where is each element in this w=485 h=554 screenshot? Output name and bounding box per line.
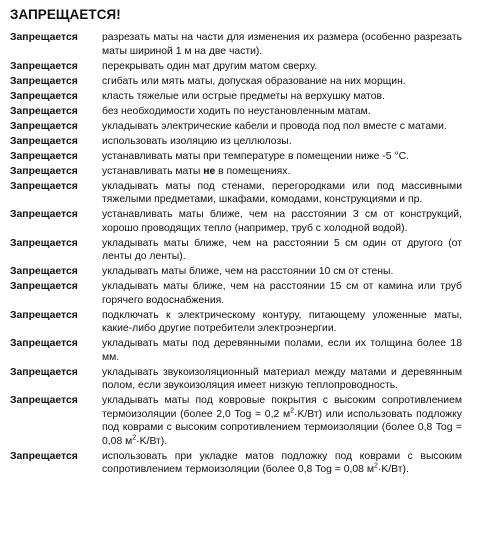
rule-text: укладывать звукоизоляционный материал между матами и деревянным полом, если звукоизоляция имеет низкую теплопроводность. — [102, 366, 462, 391]
rule-text: использовать изоляцию из целлюлозы. — [102, 135, 292, 147]
rule-text-part: укладывать маты под ковровые покрытия с высоким сопротивлением термоизоляции (более 2,0 Tog = 0,2 м — [102, 395, 462, 420]
rule-label: Запрещается — [10, 266, 78, 277]
rule-label: Запрещается — [10, 135, 78, 147]
rule-item — [10, 309, 475, 336]
rule-text: сгибать или мять маты, допуская образование на них морщин. — [102, 75, 406, 87]
rule-text: разрезать маты на части для изменения их размера (особенно разрезать маты шириной 1 м на две части). — [102, 32, 462, 57]
rule-text: устанавливать маты ближе, чем на расстоянии 3 см от конструкций, хорошо проводящих тепло (например, труб с холодной водой). — [102, 209, 462, 234]
rule-item — [10, 90, 475, 104]
rule-text: без необходимости ходить по неустановленным матам. — [102, 105, 371, 117]
rule-item — [10, 31, 475, 58]
rule-item — [10, 265, 475, 279]
rule-item — [10, 120, 475, 134]
superscript: 2 — [132, 434, 137, 442]
rule-label: Запрещается — [10, 150, 78, 162]
rule-item — [10, 208, 475, 235]
rule-text: подключать к электрическому контуру, питающему уложенные маты, какие-либо другие потребители электроэнергии. — [102, 309, 462, 334]
rule-label: Запрещается — [10, 209, 78, 220]
rule-label: Запрещается — [10, 338, 78, 349]
rule-text-part: устанавливать маты — [102, 165, 204, 177]
rule-label: Запрещается — [10, 60, 78, 72]
rule-label: Запрещается — [10, 120, 78, 132]
rule-item — [10, 450, 475, 477]
rule-label: Запрещается — [10, 309, 78, 321]
rule-label: Запрещается — [10, 281, 78, 292]
rule-label: Запрещается — [10, 366, 78, 378]
rule-label: Запрещается — [10, 450, 78, 462]
rule-text: укладывать маты ближе, чем на расстоянии 10 см от стены. — [102, 266, 394, 277]
rule-text-part: ·K/Вт). — [377, 464, 409, 475]
rule-item — [10, 337, 475, 364]
rule-item — [10, 394, 475, 448]
rule-text: устанавливать маты при температуре в помещении ниже -5 °С. — [102, 150, 409, 162]
rule-label: Запрещается — [10, 395, 78, 406]
rule-label: Запрещается — [10, 165, 78, 177]
rule-item — [10, 180, 475, 207]
rule-text-part: в помещениях. — [215, 165, 291, 177]
rule-text: укладывать маты ближе, чем на расстоянии 15 см от камина или труб горячего водоснабжения. — [102, 281, 462, 306]
rule-item — [10, 280, 475, 307]
rule-item — [10, 237, 475, 264]
rule-item — [10, 135, 475, 149]
rule-item — [10, 60, 475, 74]
rule-text-emphasis: не — [203, 165, 216, 177]
rules-list — [10, 31, 475, 477]
rule-label: Запрещается — [10, 180, 78, 192]
rule-text — [102, 165, 475, 179]
rule-text: перекрывать один мат другим матом сверху. — [102, 60, 318, 72]
rule-label: Запрещается — [10, 32, 78, 43]
rule-text — [102, 450, 475, 477]
rule-label: Запрещается — [10, 90, 78, 102]
rule-text: класть тяжелые или острые предметы на верхушку матов. — [102, 90, 385, 102]
rule-label: Запрещается — [10, 75, 78, 87]
superscript: 2 — [290, 407, 294, 415]
rule-text — [102, 394, 475, 448]
rule-item — [10, 366, 475, 393]
rule-text: укладывать маты под деревянными полами, если их толщина более 18 мм. — [102, 338, 462, 363]
rule-text: укладывать маты под стенами, перегородками или под массивными тяжелыми предметами, шкафами, комодами, конструкциями и пр. — [102, 180, 462, 205]
rule-text: укладывать электрические кабели и провода под пол вместе с матами. — [102, 120, 447, 132]
rule-text-part: ·K/Вт). — [136, 435, 168, 447]
rule-item — [10, 105, 475, 119]
rule-text-part: ·K/Вт) или использовать подложку под коврами с высоким сопротивлением термоизоляции (более 0,8 Tog = 0,08 м — [102, 408, 462, 447]
rule-text: укладывать маты ближе, чем на расстоянии 5 см один от другого (от ленты до ленты). — [102, 237, 462, 262]
rule-item — [10, 165, 475, 179]
rule-item — [10, 150, 475, 164]
rule-text-part: использовать при укладке матов подложку под коврами с высоким сопротивлением термоизоляции (более 0,8 Tog = 0,08 м — [102, 450, 462, 475]
rule-label: Запрещается — [10, 105, 78, 117]
page-title: ЗАПРЕЩАЕТСЯ! — [10, 7, 121, 22]
superscript: 2 — [374, 462, 378, 470]
rule-item — [10, 75, 475, 89]
rule-label: Запрещается — [10, 237, 78, 249]
